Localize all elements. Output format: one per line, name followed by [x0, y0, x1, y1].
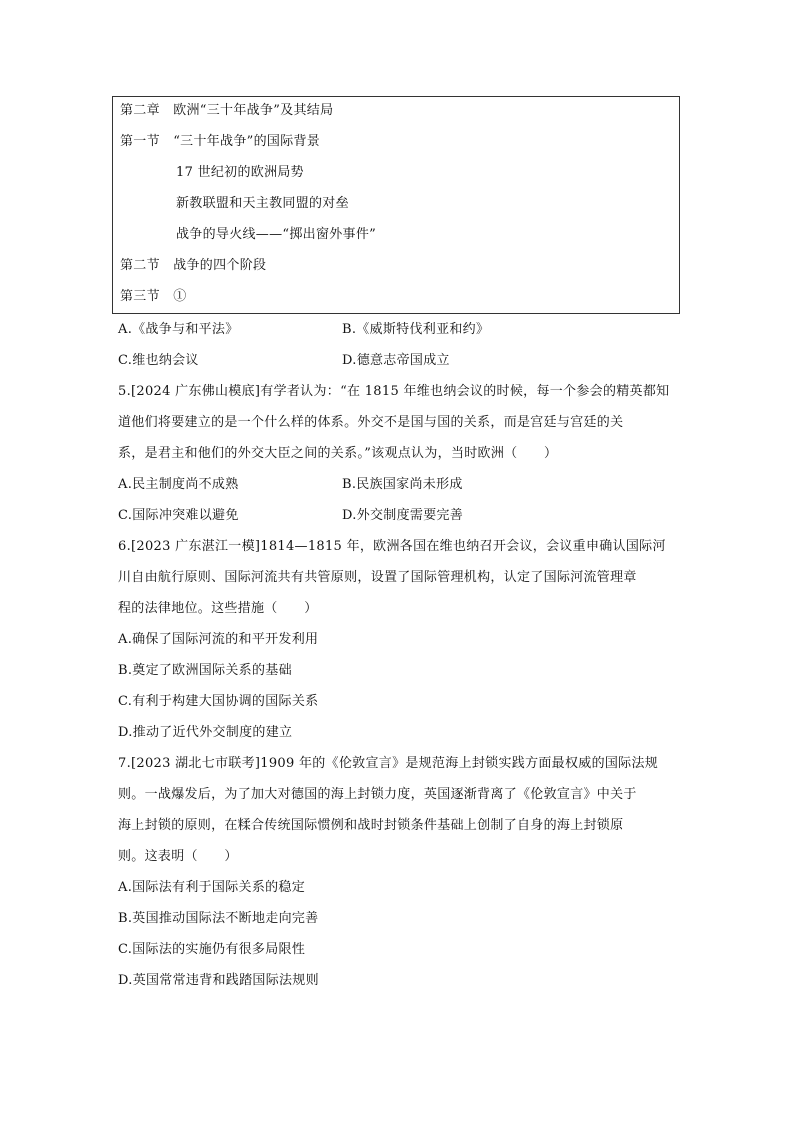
- outline-chapter: 第二章 欧洲“三十年战争”及其结局: [120, 103, 334, 118]
- q7-stem-line-4: 则。这表明（ ）: [118, 849, 238, 864]
- outline-section-1: 第一节 “三十年战争”的国际背景: [120, 134, 321, 149]
- q6-stem-line-3: 程的法律地位。这些措施（ ）: [118, 601, 318, 616]
- outline-subitem-3: 战争的导火线——“掷出窗外事件”: [176, 227, 377, 242]
- q4-option-b: B.《威斯特伐利亚和约》: [342, 322, 490, 337]
- outline-subitem-1: 17 世纪初的欧洲局势: [176, 165, 304, 180]
- q6-option-d: D.推动了近代外交制度的建立: [118, 725, 293, 740]
- q7-option-d: D.英国常常违背和践踏国际法规则: [118, 973, 319, 988]
- q6-stem-line-1: 6.[2023 广东湛江一模]1814—1815 年，欧洲各国在维也纳召开会议，会议重申确认国际河: [118, 539, 666, 554]
- q6-stem-line-2: 川自由航行原则、国际河流共有共管原则，设置了国际管理机构，认定了国际河流管理章: [118, 570, 637, 585]
- q4-option-d: D.德意志帝国成立: [342, 353, 450, 368]
- q5-option-d: D.外交制度需要完善: [342, 508, 464, 523]
- q5-option-c: C.国际冲突难以避免: [118, 508, 239, 523]
- q5-option-b: B.民族国家尚未形成: [342, 477, 463, 492]
- q6-option-c: C.有利于构建大国协调的国际关系: [118, 694, 319, 709]
- outline-section-2: 第二节 战争的四个阶段: [120, 258, 267, 273]
- q7-option-c: C.国际法的实施仍有很多局限性: [118, 942, 306, 957]
- q5-stem-line-1: 5.[2024 广东佛山模底]有学者认为：“在 1815 年维也纳会议的时候，每一个参会的精英都知: [118, 384, 670, 399]
- outline-section-3: 第三节 ①: [120, 289, 187, 304]
- q5-option-a: A.民主制度尚不成熟: [118, 477, 239, 492]
- q7-stem-line-2: 则。一战爆发后，为了加大对德国的海上封锁力度，英国逐渐背离了《伦敦宣言》中关于: [118, 787, 637, 802]
- q4-option-c: C.维也纳会议: [118, 353, 199, 368]
- q6-option-a: A.确保了国际河流的和平开发利用: [118, 632, 319, 647]
- q7-stem-line-1: 7.[2023 湖北七市联考]1909 年的《伦敦宣言》是规范海上封锁实践方面最权威的国际法规: [118, 756, 659, 771]
- q5-stem-line-3: 系，是君主和他们的外交大臣之间的关系。”该观点认为，当时欧洲（ ）: [118, 446, 558, 461]
- q7-option-a: A.国际法有利于国际关系的稳定: [118, 880, 306, 895]
- outline-subitem-2: 新教联盟和天主教同盟的对垒: [176, 196, 349, 211]
- q5-stem-line-2: 道他们将要建立的是一个什么样的体系。外交不是国与国的关系，而是宫廷与宫廷的关: [118, 415, 624, 430]
- q7-option-b: B.英国推动国际法不断地走向完善: [118, 911, 319, 926]
- q7-stem-line-3: 海上封锁的原则，在糅合传统国际惯例和战时封锁条件基础上创制了自身的海上封锁原: [118, 818, 624, 833]
- q4-option-a: A.《战争与和平法》: [118, 322, 239, 337]
- q6-option-b: B.奠定了欧洲国际关系的基础: [118, 663, 292, 678]
